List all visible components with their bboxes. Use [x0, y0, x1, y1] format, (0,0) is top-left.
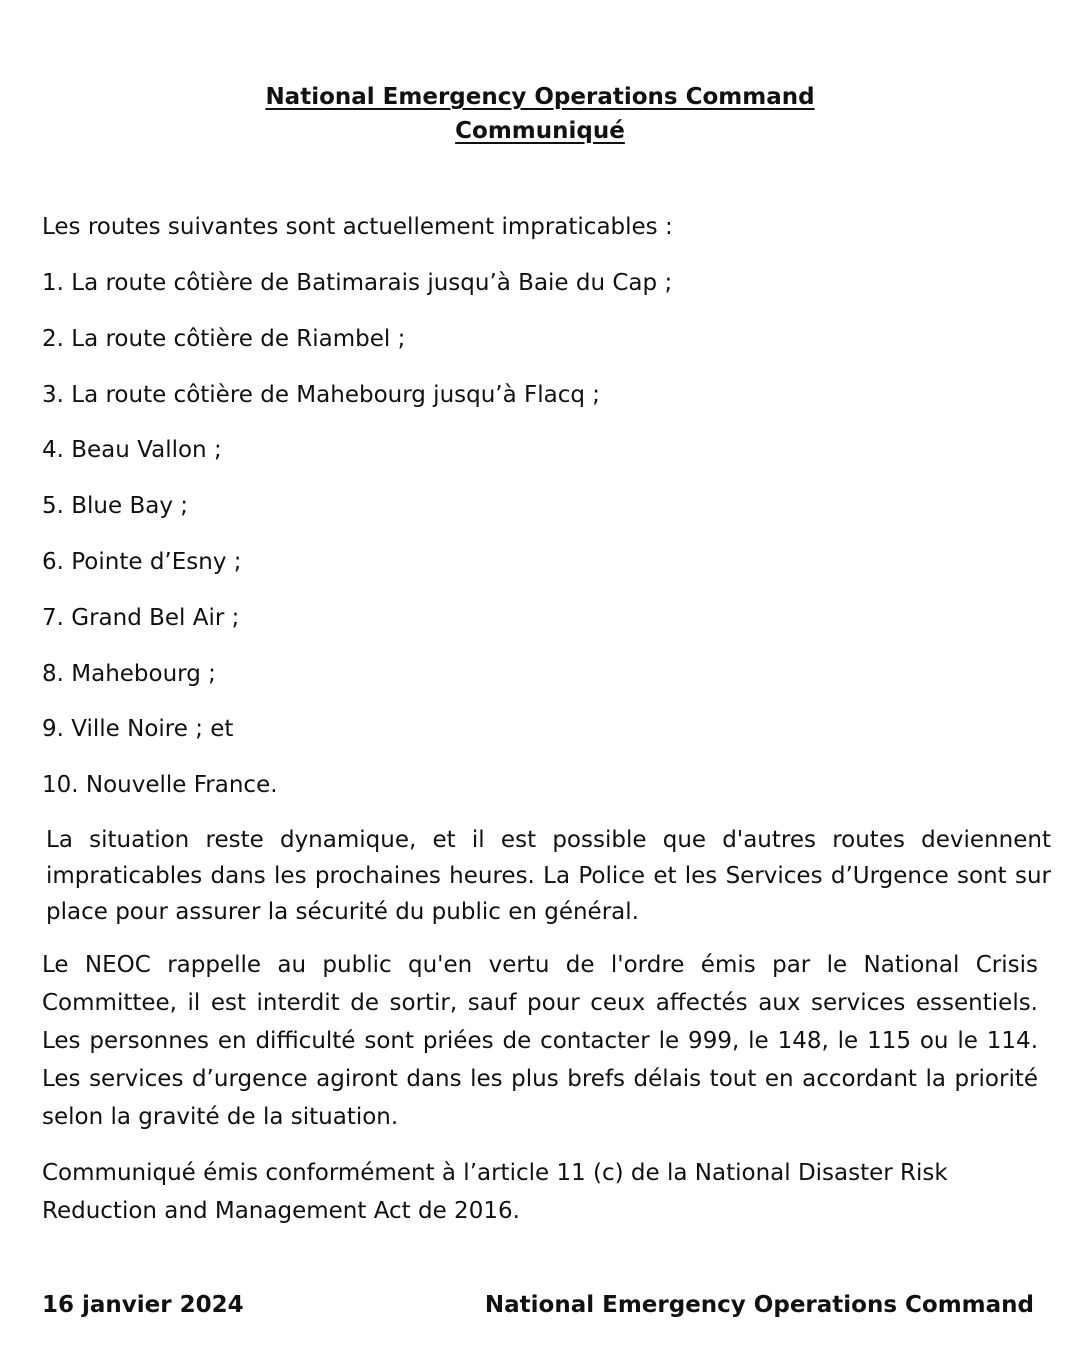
list-item: 6. Pointe d’Esny ;	[42, 548, 242, 575]
document-header	[0, 80, 1080, 148]
situation-paragraph: La situation reste dynamique, et il est possible que d'autres routes deviennent impraticables dans les prochaines heures. La Police et les Services d’Urgence sont sur place pour assurer la sécurité du public en général.	[46, 827, 1051, 925]
list-item: 2. La route côtière de Riambel ;	[42, 325, 406, 352]
list-item: 1. La route côtière de Batimarais jusqu’à Baie du Cap ;	[42, 270, 673, 296]
list-item: 10. Nouvelle France.	[42, 772, 278, 799]
impassable-roads-list	[42, 267, 672, 825]
list-item: 9. Ville Noire ; et	[42, 716, 234, 743]
list-item: 8. Mahebourg ;	[42, 660, 216, 687]
list-item: 5. Blue Bay ;	[42, 493, 189, 520]
list-item: 4. Beau Vallon ;	[42, 437, 222, 464]
issue-date: 16 janvier 2024	[42, 1292, 244, 1318]
list-item: 7. Grand Bel Air ;	[42, 604, 240, 631]
curfew-paragraph: Le NEOC rappelle au public qu'en vertu de l'ordre émis par le National Crisis Committee, il est interdit de sortir, sauf pour ceux affectés aux services essentiels. Les personnes en difficulté sont priées de contacter le 999, le 148, le 115 ou le 114. Les services d’urgence agiront dans les plus brefs délais tout en accordant la priorité selon la gravité de la situation.	[42, 952, 1038, 1130]
document-title: National Emergency Operations Command	[265, 84, 815, 110]
document-subtitle: Communiqué	[455, 118, 625, 144]
issuer-signature: National Emergency Operations Command	[484, 1292, 1034, 1318]
list-item: 3. La route côtière de Mahebourg jusqu’à Flacq ;	[42, 381, 601, 408]
intro-text: Les routes suivantes sont actuellement impraticables :	[42, 214, 673, 240]
legal-basis-paragraph: Communiqué émis conformément à l’article 11 (c) de la National Disaster Risk Reduction and Management Act de 2016.	[42, 1160, 948, 1224]
